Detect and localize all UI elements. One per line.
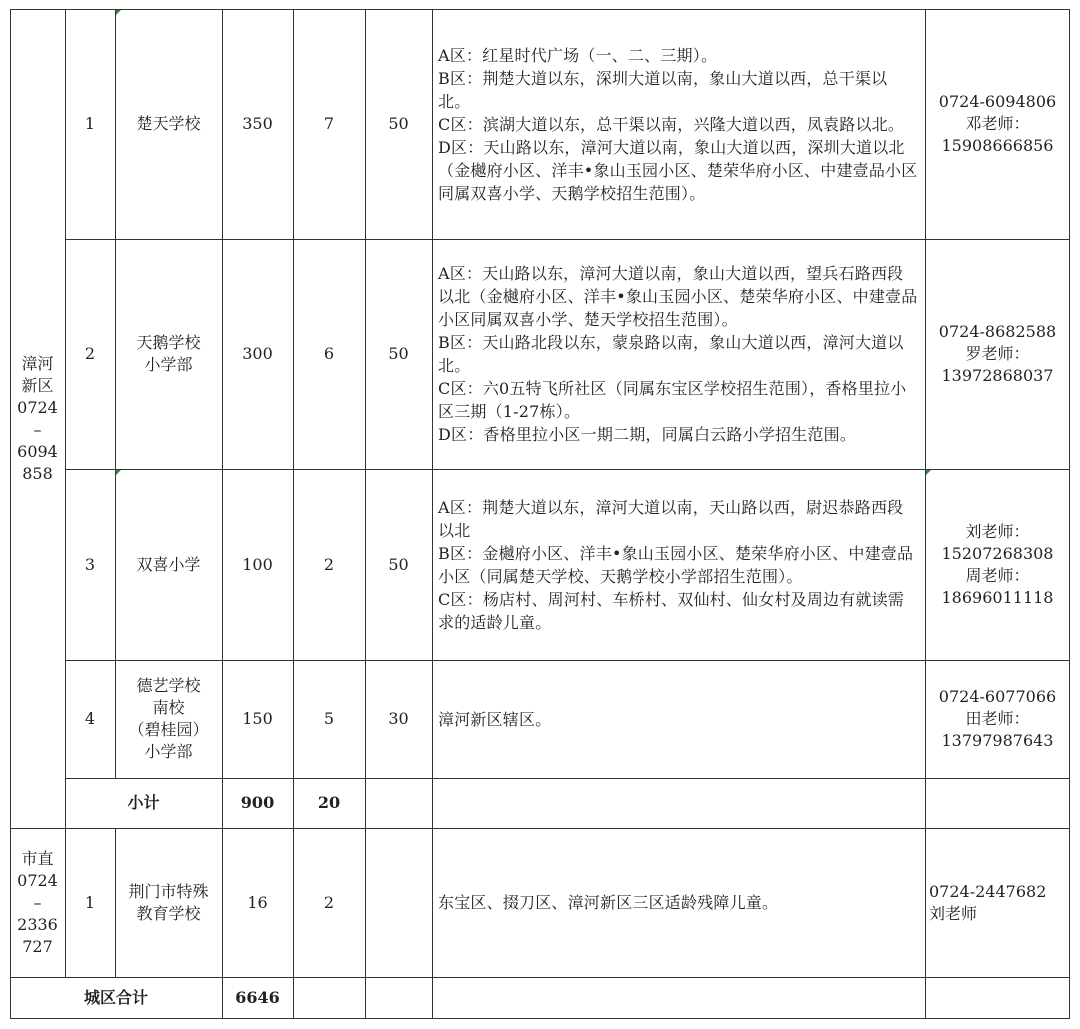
row-3-students: 100 (242, 554, 273, 574)
row-1-no: 1 (84, 114, 96, 133)
city-row-contact (925, 828, 1070, 977)
school-name-line: 南校 (152, 698, 185, 717)
contact-line: 13972868037 (941, 366, 1054, 385)
range-text-line: C区：滨湖大道以东，总干渠以南，兴隆大道以西，凤袁路以北。 (438, 114, 905, 134)
district-name-line: 858 (22, 463, 53, 483)
contact-line: 0724-6077066 (938, 687, 1057, 706)
row-2-range (432, 239, 925, 469)
city-row-range (432, 828, 925, 977)
range-text-line: 漳河新区辖区。 (438, 709, 552, 729)
enrollment-table (10, 9, 1070, 1019)
district-zhanghe (10, 9, 65, 828)
grid-line (65, 239, 1070, 240)
grid-line (65, 660, 1070, 661)
row-2-no: 2 (84, 344, 96, 363)
contact-line: 15207268308 (941, 543, 1054, 563)
range-text-line: B区：金樾府小区、洋丰•象山玉园小区、楚荣华府小区、中建壹品小区（同属楚天学校、天鹅学校小学部招生范围）。 (438, 543, 914, 586)
row-1-range (432, 9, 925, 239)
row-1-classes: 7 (323, 114, 335, 133)
row-4-no: 4 (84, 709, 96, 728)
grid-line (222, 9, 223, 1019)
row-2-class-size: 50 (388, 344, 409, 363)
corner-marker-icon (926, 470, 931, 475)
range-text-line: D区：天山路以东，漳河大道以南，象山大道以西，深圳大道以北（金樾府小区、洋丰•象山玉园小区、楚荣华府小区、中建壹品小区同属双喜小学、天鹅学校招生范围）。 (438, 137, 918, 203)
district-name-line: 漳河 (21, 353, 54, 373)
range-text-line: A区：红星时代广场（一、二、三期）。 (438, 45, 718, 65)
contact-line: 18696011118 (941, 587, 1054, 607)
range-text-line: B区：荆楚大道以东，深圳大道以南，象山大道以西，总干渠以北。 (438, 68, 888, 111)
district-name-line: 市直 (21, 848, 54, 868)
grid-line (1069, 9, 1070, 1019)
row-3-classes: 2 (323, 554, 335, 574)
contact-line: 15908666856 (941, 136, 1054, 155)
total-students: 6646 (235, 988, 280, 1007)
grid-line (925, 9, 926, 1019)
district-name-line: 0724 (17, 397, 58, 417)
row-2-classes: 6 (323, 344, 335, 363)
school-name-line: 小学部 (144, 355, 193, 374)
grid-line (10, 9, 11, 1019)
row-4-contact (925, 660, 1070, 778)
district-name-line: 新区 (21, 375, 54, 395)
grid-line (365, 9, 366, 1019)
contact-line: 邓老师： (965, 114, 1030, 133)
subtotal-students: 900 (240, 793, 275, 812)
row-3-range (432, 469, 925, 660)
school-name-line: 荆门市特殊 (128, 881, 209, 901)
contact-line: 罗老师： (965, 344, 1030, 363)
contact-line: 田老师： (965, 709, 1030, 728)
grid-line (65, 9, 66, 977)
row-1-contact (925, 9, 1070, 239)
contact-line: 刘老师 (929, 903, 978, 923)
corner-marker-icon (116, 10, 121, 15)
row-3-no: 3 (84, 554, 96, 574)
grid-line (10, 1018, 1070, 1019)
district-name-line: – (33, 419, 42, 439)
contact-line: 0724-6094806 (938, 92, 1057, 111)
grid-line (115, 9, 116, 778)
district-name-line: 2336 (17, 914, 58, 934)
contact-line: 周老师： (965, 565, 1030, 585)
district-name-line: 0724 (17, 870, 58, 890)
grid-line (432, 9, 433, 1019)
city-row-students: 16 (247, 892, 268, 912)
range-text-line: 东宝区、掇刀区、漳河新区三区适龄残障儿童。 (438, 893, 779, 912)
row-2-students: 300 (242, 344, 273, 363)
row-1-class-size: 50 (388, 114, 409, 133)
city-row-classes: 2 (323, 892, 335, 912)
school-name-line: 楚天学校 (136, 114, 201, 133)
row-4-class-size: 30 (388, 709, 409, 728)
range-text-line: B区：天山路北段以东，蒙泉路以南，象山大道以西，漳河大道以北。 (438, 333, 904, 375)
row-4-students: 150 (242, 709, 273, 728)
grid-line (65, 469, 1070, 470)
grid-line (293, 9, 294, 1019)
city-row-school (115, 828, 222, 977)
school-name-line: （碧桂园） (128, 720, 209, 739)
school-name-line: 德艺学校 (136, 676, 201, 695)
contact-line: 刘老师： (965, 521, 1030, 541)
row-4-range (432, 660, 925, 778)
contact-line: 0724-2447682 (929, 881, 1047, 901)
district-name-line: – (33, 892, 42, 912)
row-1-school (115, 9, 222, 239)
row-4-classes: 5 (323, 709, 335, 728)
range-text-line: C区：杨店村、周河村、车桥村、双仙村、仙女村及周边有就读需求的适龄儿童。 (438, 589, 905, 632)
contact-line: 0724-8682588 (938, 322, 1057, 341)
row-2-contact (925, 239, 1070, 469)
row-3-contact (925, 469, 1070, 660)
grid-line (10, 9, 1070, 10)
school-name-line: 双喜小学 (136, 554, 201, 574)
school-name-line: 小学部 (144, 742, 193, 761)
row-4-school (115, 660, 222, 778)
row-2-school (115, 239, 222, 469)
city-row-no: 1 (84, 892, 96, 912)
row-3-school (115, 469, 222, 660)
contact-line: 13797987643 (941, 731, 1054, 750)
grid-line (10, 977, 1070, 978)
subtotal-label: 小计 (127, 793, 160, 812)
subtotal-classes: 20 (317, 793, 341, 812)
total-label: 城区合计 (83, 988, 148, 1007)
district-shizhi (10, 828, 65, 977)
row-1-students: 350 (242, 114, 273, 133)
range-text-line: A区：天山路以东，漳河大道以南，象山大道以西，望兵石路西段以北（金樾府小区、洋丰•象山玉园小区、楚荣华府小区、中建壹品小区同属双喜小学、楚天学校招生范围）。 (438, 264, 918, 329)
school-name-line: 天鹅学校 (136, 333, 201, 352)
district-name-line: 6094 (17, 441, 58, 461)
row-3-class-size: 50 (388, 554, 409, 574)
grid-line (65, 778, 1070, 779)
school-name-line: 教育学校 (136, 903, 201, 923)
grid-line (115, 828, 116, 977)
grid-line (10, 828, 1070, 829)
range-text-line: A区：荆楚大道以东，漳河大道以南，天山路以西，尉迟恭路西段以北 (438, 497, 904, 540)
district-name-line: 727 (22, 936, 53, 956)
corner-marker-icon (116, 470, 121, 475)
range-text-line: D区：香格里拉小区一期二期，同属白云路小学招生范围。 (438, 425, 857, 444)
range-text-line: C区：六0五特飞所社区（同属东宝区学校招生范围），香格里拉小区三期（1-27栋）。 (438, 379, 907, 421)
